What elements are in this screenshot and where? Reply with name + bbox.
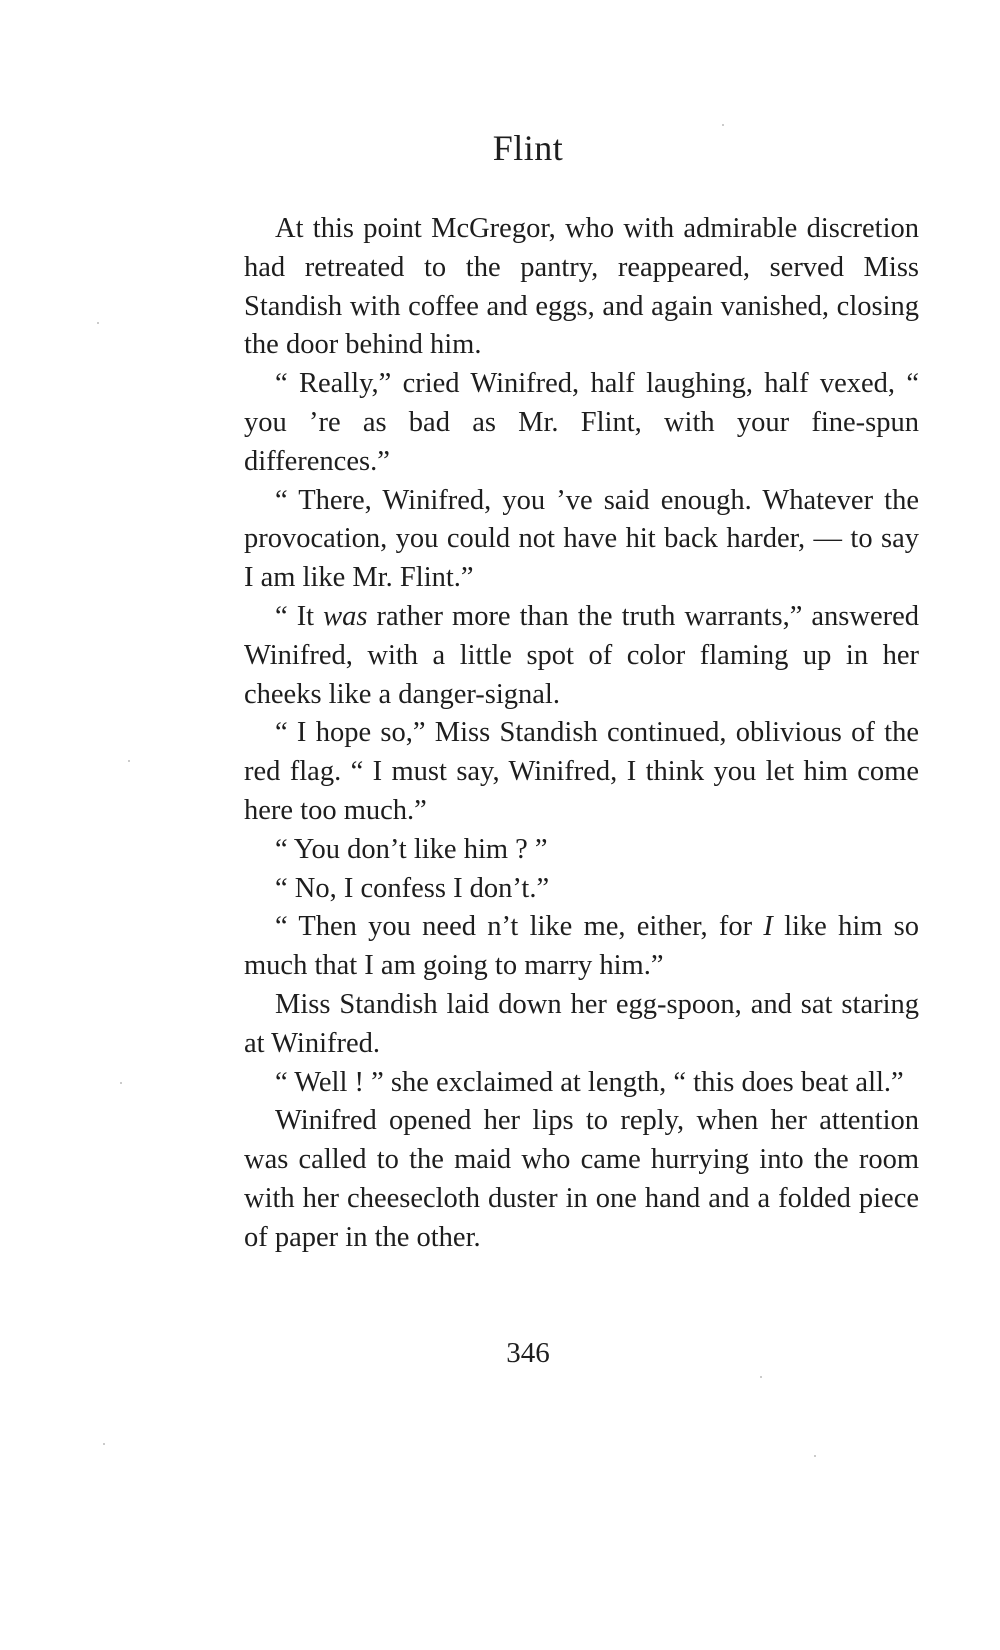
paper-speck	[120, 1082, 122, 1084]
paragraph: “ I hope so,” Miss Standish continued, oblivious of the red flag. “ I must say, Winifred, I think you let him come here too much.”	[244, 717, 919, 826]
emphasized-word: was	[323, 600, 368, 632]
paragraph: “ No, I confess I don’t.”	[275, 872, 550, 904]
paper-speck	[128, 760, 130, 762]
paper-speck	[722, 124, 724, 126]
emphasized-word: I	[763, 911, 773, 943]
paragraph	[244, 908, 919, 986]
paper-speck	[103, 1443, 105, 1445]
paragraph	[244, 598, 919, 714]
paragraph: “ There, Winifred, you ’ve said enough. Whatever the provocation, you could not have hit back harder, — to say I am like Mr. Flint.”	[244, 484, 919, 594]
paper-speck	[814, 1455, 816, 1457]
paragraph: “ You don’t like him ? ”	[275, 833, 548, 865]
running-head: Flint	[492, 128, 564, 168]
paragraph: “ Well ! ” she exclaimed at length, “ this does beat all.”	[275, 1066, 904, 1098]
paragraph: Winifred opened her lips to reply, when her attention was called to the maid who came hurrying into the room with her cheesecloth duster in one hand and a folded piece of paper in the other.	[244, 1105, 919, 1253]
paragraph: “ Really,” cried Winifred, half laughing, half vexed, “ you ’re as bad as Mr. Flint, with your fine-spun differences.”	[244, 368, 919, 477]
paragraph: Miss Standish laid down her egg-spoon, and sat staring at Winifred.	[244, 988, 919, 1059]
paragraph: At this point McGregor, who with admirable discretion had retreated to the pantry, reappeared, served Miss Standish with coffee and eggs, and again vanished, closing the door behind him.	[244, 213, 919, 361]
paragraph-text: rather more than the truth warrants,” answered Winifred, with a little spot of color flaming up in her cheeks like a danger-signal.	[244, 600, 919, 710]
paragraph-text: “ It	[275, 600, 324, 632]
paragraph-text: like him so much that I am going to marry him.”	[244, 911, 919, 982]
paper-speck	[760, 1376, 762, 1378]
paper-speck	[97, 322, 99, 324]
body-text	[244, 210, 919, 1258]
page-number: 346	[506, 1337, 550, 1369]
paragraph-text: “ Then you need n’t like me, either, for	[275, 911, 764, 943]
